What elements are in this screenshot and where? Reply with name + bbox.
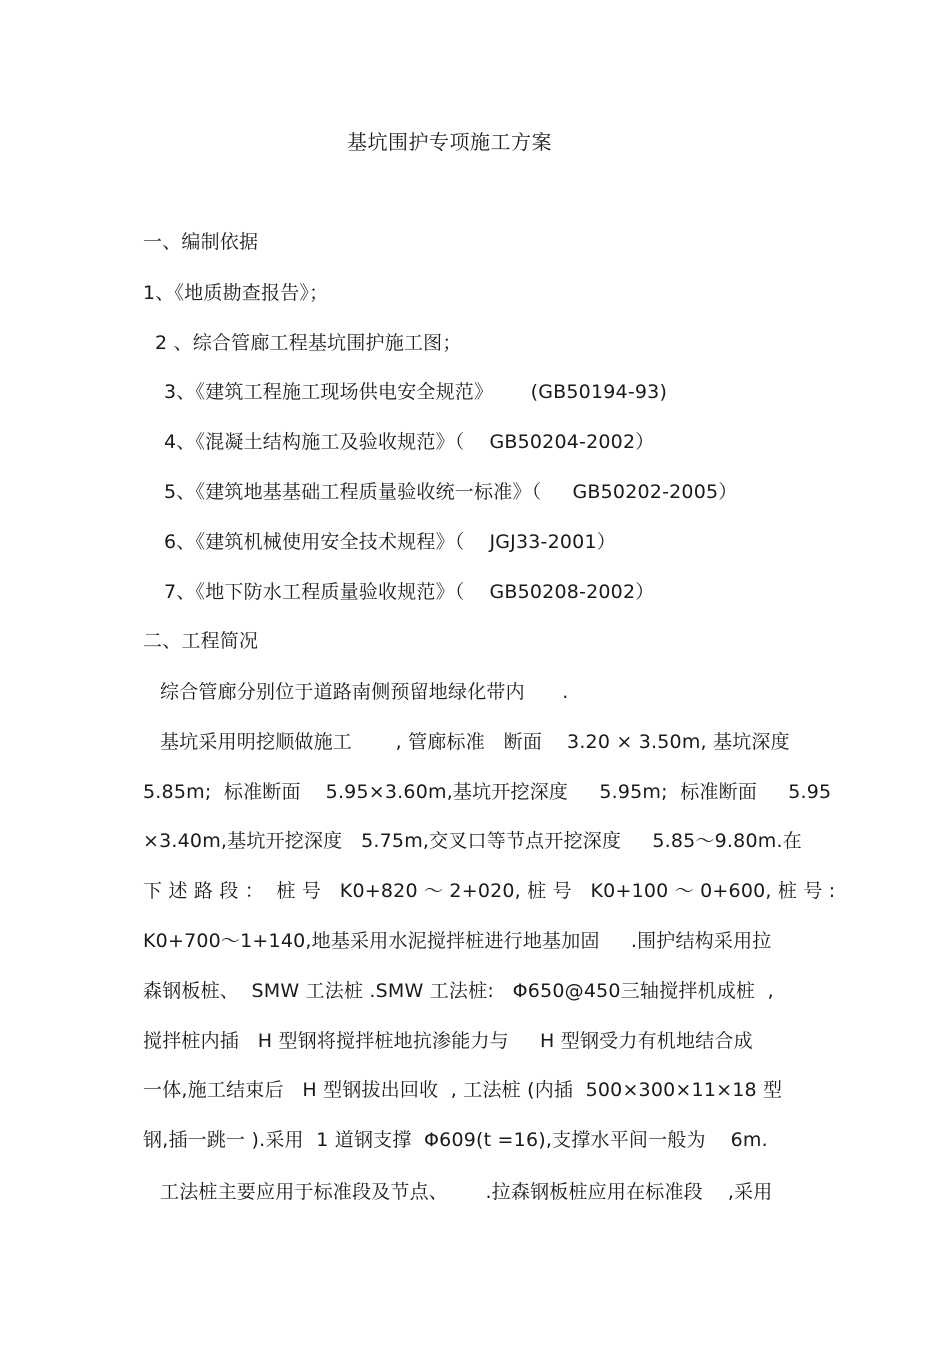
overview-line-4: ×3.40m,基坑开挖深度 5.75m,交叉口等节点开挖深度 5.85～9.80m.在 (143, 830, 802, 852)
basis-item-6: 6、《建筑机械使用安全技术规程》（ JGJ33-2001） (164, 531, 616, 553)
overview-line-8: 搅拌桩内插 H 型钢将搅拌桩地抗渗能力与 H 型钢受力有机地结合成 (143, 1030, 753, 1052)
overview-line-6: K0+700～1+140,地基采用水泥搅拌桩进行地基加固 .围护结构采用拉 (143, 930, 772, 952)
overview-line-3: 5.85m; 标准断面 5.95×3.60m,基坑开挖深度 5.95m; 标准断面 5.95 (143, 781, 832, 803)
overview-line-2: 基坑采用明挖顺做施工 , 管廊标准 断面 3.20 × 3.50m, 基坑深度 (160, 731, 790, 753)
basis-item-2: 2 、综合管廊工程基坑围护施工图； (155, 332, 462, 354)
document-title: 基坑围护专项施工方案 (347, 130, 552, 154)
overview-line-10: 钢,插一跳一 ).采用 1 道钢支撑 Φ609(t =16),支撑水平间一般为 6m. (143, 1129, 768, 1151)
basis-item-7: 7、《地下防水工程质量验收规范》（ GB50208-2002） (164, 581, 655, 603)
overview-line-1: 综合管廊分别位于道路南侧预留地绿化带内 . (160, 681, 569, 703)
basis-item-3: 3、《建筑工程施工现场供电安全规范》 (GB50194-93) (164, 381, 668, 403)
overview-line-11: 工法桩主要应用于标准段及节点、 .拉森钢板桩应用在标准段 ,采用 (160, 1181, 773, 1203)
basis-item-5: 5、《建筑地基基础工程质量验收统一标准》（ GB50202-2005） (164, 481, 738, 503)
overview-line-5: 下 述 路 段 ： 桩 号 K0+820 ～ 2+020, 桩 号 K0+100 ～ 0+600, 桩 号 : (143, 880, 836, 902)
overview-line-7: 森钢板桩、 SMW 工法桩 .SMW 工法桩: Φ650@450三轴搅拌机成桩 , (143, 980, 774, 1002)
basis-item-1: 1、《地质勘查报告》； (143, 282, 329, 304)
overview-line-9: 一体,施工结束后 H 型钢拔出回收 , 工法桩 (内插 500×300×11×18 型 (143, 1079, 783, 1101)
section-heading-basis: 一、编制依据 (143, 231, 259, 253)
section-heading-overview: 二、工程简况 (143, 630, 259, 652)
basis-item-4: 4、《混凝土结构施工及验收规范》（ GB50204-2002） (164, 431, 655, 453)
